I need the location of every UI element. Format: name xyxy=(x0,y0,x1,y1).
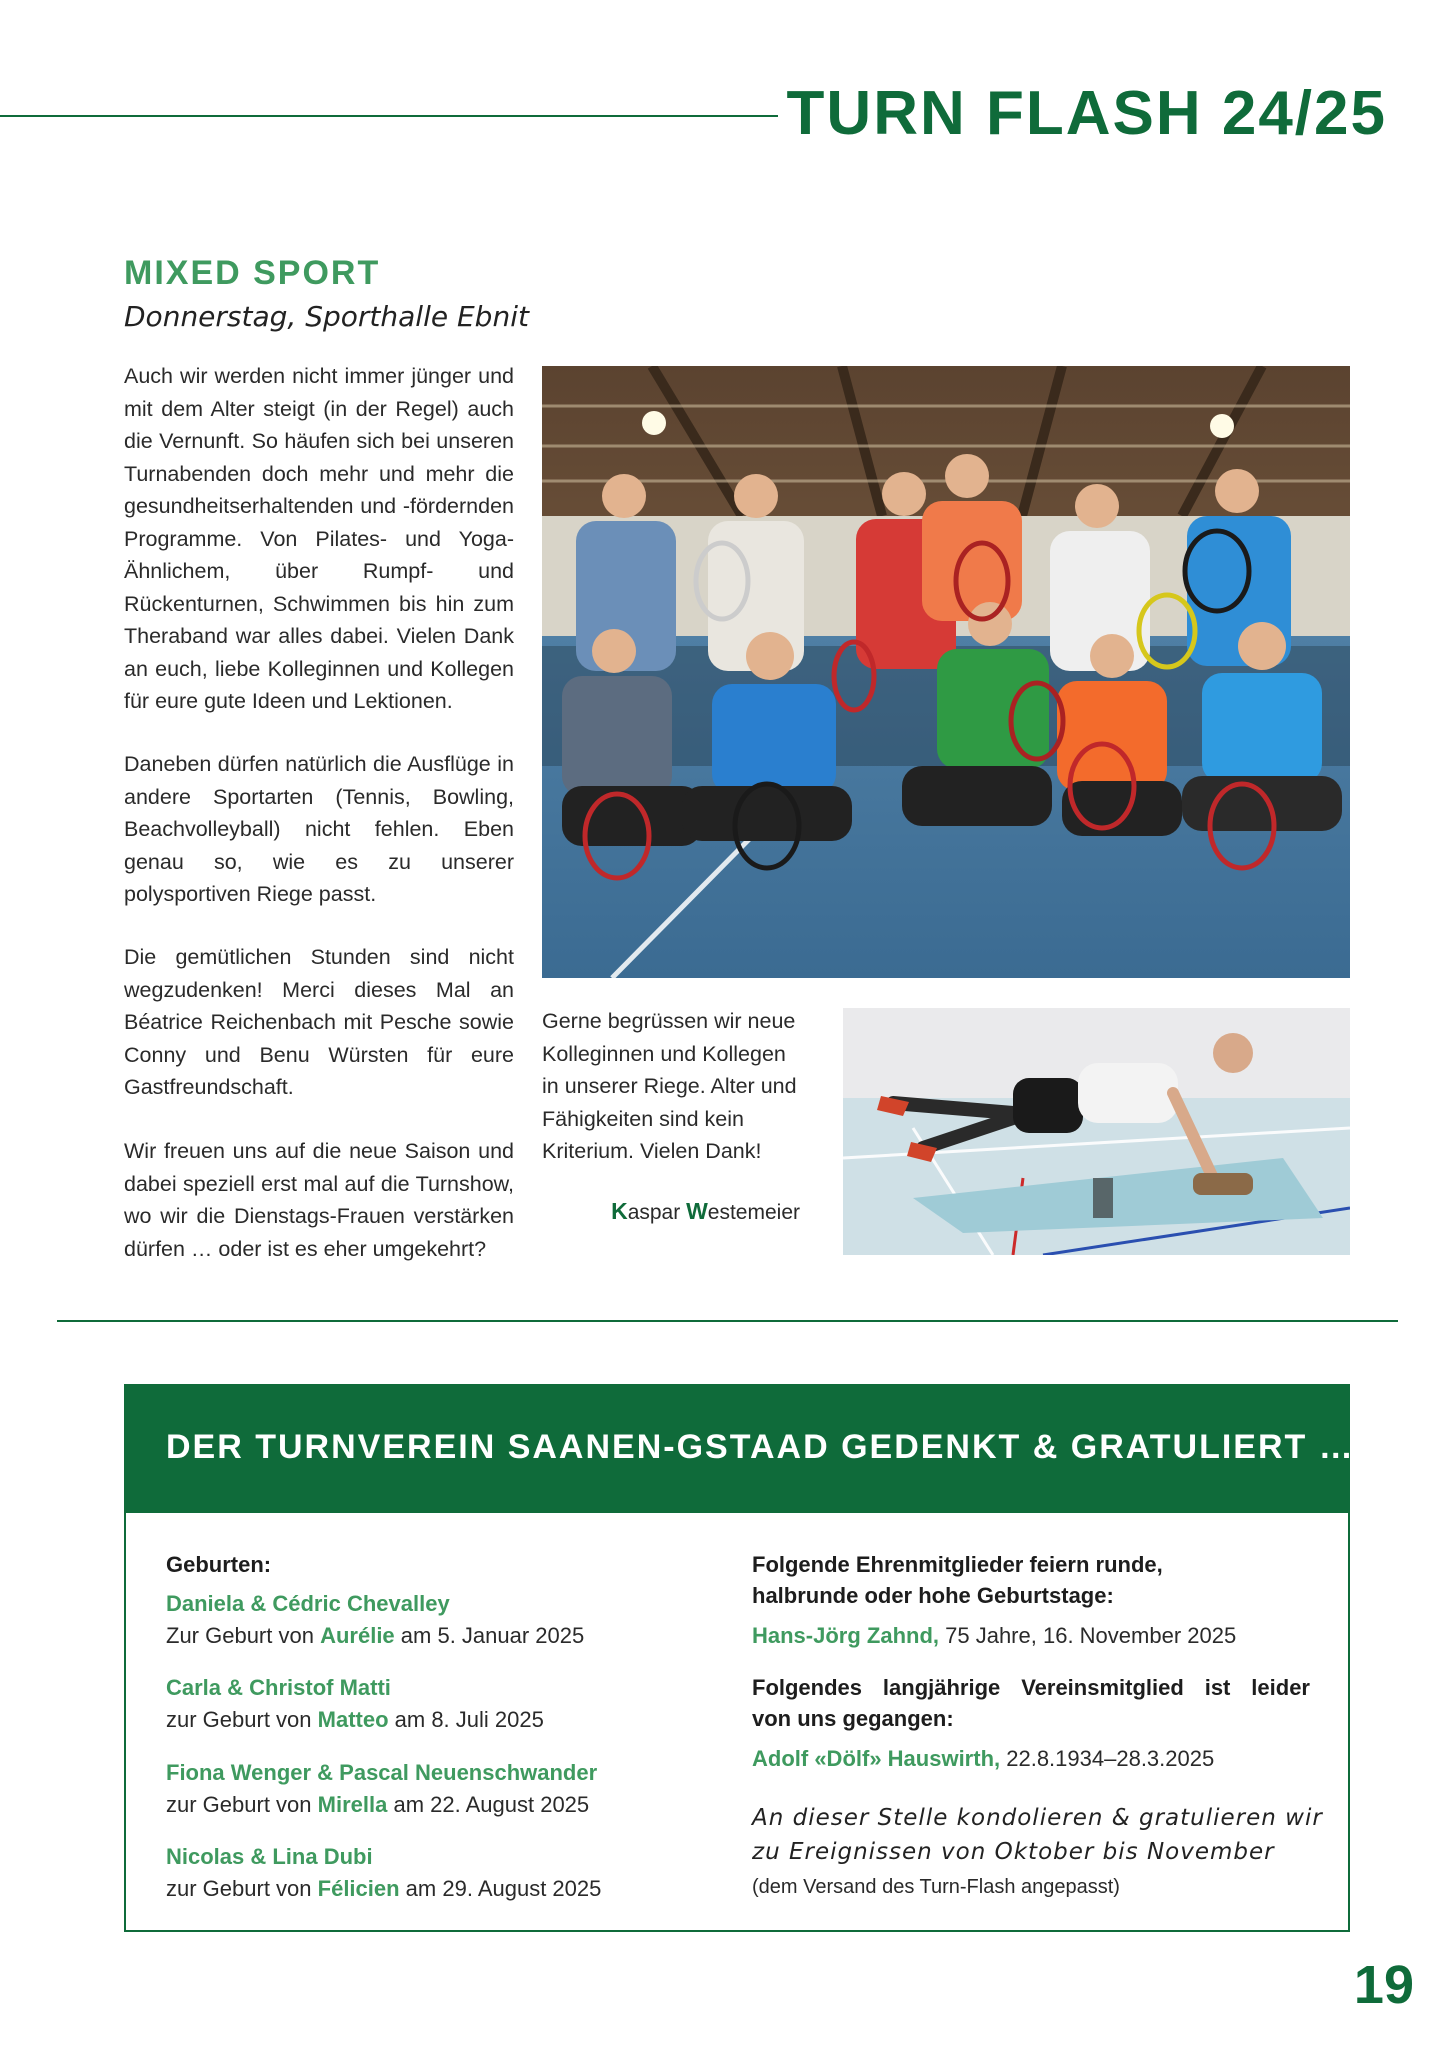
exercise-photo-plank xyxy=(843,1008,1350,1255)
magazine-title: TURN FLASH 24/25 xyxy=(786,79,1387,148)
deceased-heading: Folgendes langjährige Vereinsmitglied ist leider xyxy=(752,1675,1310,1700)
birth-child: Aurélie xyxy=(320,1623,395,1648)
birth-detail xyxy=(166,1873,601,1904)
honorary-detail: 75 Jahre, 16. November 2025 xyxy=(939,1623,1237,1648)
deceased-heading: von uns gegangen: xyxy=(752,1706,954,1731)
article-paragraph xyxy=(124,748,514,911)
author-initial: W xyxy=(686,1198,708,1224)
welcome-text: Gerne begrüssen wir neue Kolleginnen und Kollegen in unserer Riege. Alter und Fähigkeiten sind kein Kriterium. Vielen Dank! xyxy=(542,1009,797,1163)
honorary-name: Hans-Jörg Zahnd, xyxy=(752,1623,940,1648)
births-heading: Geburten: xyxy=(166,1552,272,1577)
header-rule xyxy=(0,115,778,117)
honorary-heading: Folgende Ehrenmitglieder feiern runde, xyxy=(752,1552,1163,1577)
birth-date: am 29. August 2025 xyxy=(399,1876,602,1901)
honorary-entry xyxy=(752,1620,1236,1651)
birth-date: am 22. August 2025 xyxy=(387,1792,590,1817)
birth-parents: Carla & Christof Matti xyxy=(166,1675,391,1700)
author-first-name: aspar xyxy=(627,1201,687,1224)
article-paragraph xyxy=(124,360,514,718)
article-subtitle: Donnerstag, Sporthalle Ebnit xyxy=(124,300,529,333)
group-photo-tennis xyxy=(542,366,1350,978)
author-signature xyxy=(542,1198,800,1225)
birth-date: am 5. Januar 2025 xyxy=(394,1623,585,1648)
article-paragraph xyxy=(124,941,514,1104)
deceased-detail: 22.8.1934–28.3.2025 xyxy=(1000,1746,1215,1771)
paragraph-text: Daneben dürfen natürlich die Ausflüge in andere Sportarten (Tennis, Bowling, Beachvolleyball) nicht fehlen. Eben genau so, wie es zu unserer polysportiven Riege passt. xyxy=(124,752,514,906)
birth-detail xyxy=(166,1704,544,1735)
deceased-entry xyxy=(752,1743,1214,1774)
birth-parents: Fiona Wenger & Pascal Neuenschwander xyxy=(166,1760,598,1785)
author-last-name: estemeier xyxy=(707,1201,800,1224)
paragraph-text: Die gemütlichen Stunden sind nicht wegzudenken! Merci dieses Mal an Béatrice Reichenbach mit Pesche sowie Conny und Benu Würsten für eure Gastfreundschaft. xyxy=(124,945,514,1099)
birth-detail xyxy=(166,1620,584,1651)
page-number: 19 xyxy=(1353,1955,1414,2015)
article-title: MIXED SPORT xyxy=(124,254,381,292)
deceased-name: Adolf «Dölf» Hauswirth, xyxy=(752,1746,1001,1771)
birth-child: Matteo xyxy=(317,1707,389,1732)
note-line: (dem Versand des Turn-Flash angepasst) xyxy=(752,1876,1120,1898)
birth-parents: Daniela & Cédric Chevalley xyxy=(166,1591,450,1616)
honorary-heading: halbrunde oder hohe Geburtstage: xyxy=(752,1583,1114,1608)
birth-detail xyxy=(166,1789,589,1820)
birth-prefix: zur Geburt von xyxy=(166,1707,318,1732)
birth-prefix: zur Geburt von xyxy=(166,1792,318,1817)
author-initial: K xyxy=(611,1198,628,1224)
birth-date: am 8. Juli 2025 xyxy=(388,1707,544,1732)
birth-parents: Nicolas & Lina Dubi xyxy=(166,1844,373,1869)
paragraph-text: Wir freuen uns auf die neue Saison und dabei speziell erst mal auf die Turnshow, wo wir die Dienstags-Frauen verstärken dürfen … oder ist es eher umgekehrt? xyxy=(124,1139,514,1261)
paragraph-text: Auch wir werden nicht immer jünger und mit dem Alter steigt (in der Regel) auch die Vernunft. So häufen sich bei unseren Turnabenden doch mehr und mehr die gesundheitserhaltenden und -fördernden Programme. Von Pilates- und Yoga-Ähnlichem, über Rumpf- und Rückenturnen, Schwimmen bis hin zum Theraband war alles dabei. Vielen Dank an euch, liebe Kolleginnen und Kollegen für eure gute Ideen und Lektionen. xyxy=(124,364,514,713)
birth-prefix: Zur Geburt von xyxy=(166,1623,321,1648)
birth-prefix: zur Geburt von xyxy=(166,1876,318,1901)
note-line: zu Ereignissen von Oktober bis November xyxy=(752,1839,1275,1865)
article-paragraph xyxy=(124,1135,514,1265)
note-line: An dieser Stelle kondolieren & gratulieren wir xyxy=(752,1805,1323,1831)
section-divider xyxy=(57,1320,1398,1322)
birth-child: Mirella xyxy=(317,1792,388,1817)
birth-child: Félicien xyxy=(317,1876,400,1901)
announcements-title: DER TURNVEREIN SAANEN-GSTAAD GEDENKT & GRATULIERT … xyxy=(166,1428,1355,1466)
